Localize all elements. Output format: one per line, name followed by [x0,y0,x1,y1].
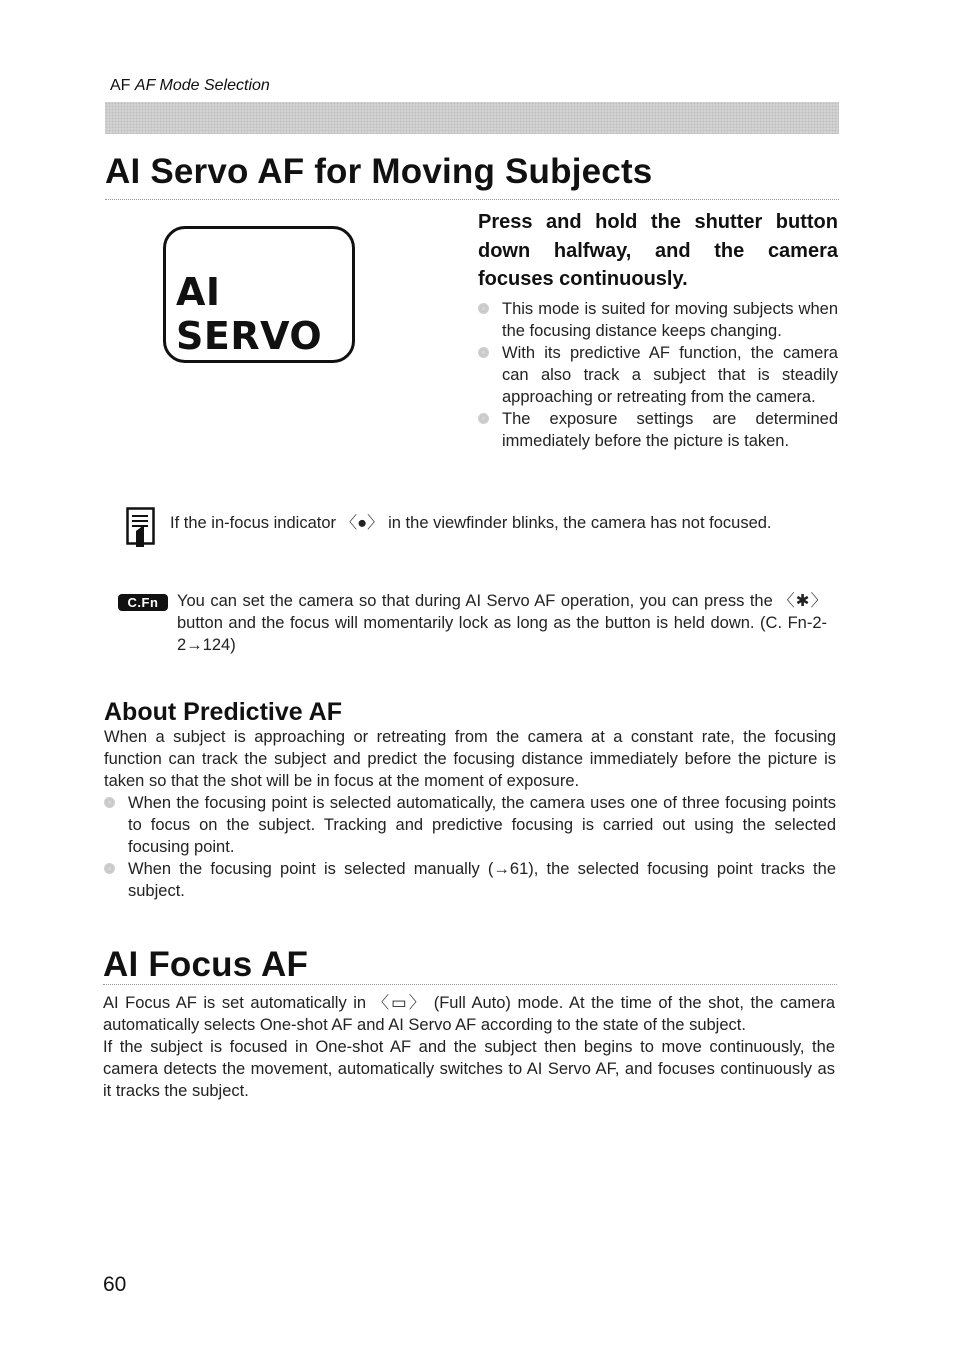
list-item [478,342,838,408]
list-item [478,298,838,342]
bullet-text: The exposure settings are determined immediately before the picture is taken. [502,410,838,450]
bullet-icon [478,413,489,424]
bullet-text: When the focusing point is selected automatically, the camera uses one of three focusing points to focus on the subject. Tracking and predictive focusing is carried out using the selected focusing point. [128,794,836,856]
servo-lead-instruction: Press and hold the shutter button down halfway, and the camera focuses continuously. [478,211,838,290]
custom-function-icon: C.Fn [118,594,168,611]
servo-bullet-list [478,298,838,452]
focus-paragraph-2: If the subject is focused in One-shot AF and the subject then begins to move continuously, the camera detects the movement, automatically switches to AI Servo AF, and focuses continuously as it tracks the subject. [103,1038,835,1100]
bullet-icon [478,303,489,314]
bullet-icon [104,863,115,874]
note-icon [126,507,156,547]
servo-title: AI Servo AF for Moving Subjects [105,152,653,191]
bullet-icon [104,797,115,808]
header-abbr: AF [110,77,131,94]
lcd-text: AI SERVO [176,270,323,358]
focus-title-rule [103,984,837,985]
custom-function-text: You can set the camera so that during AI Servo AF operation, you can press the 〈✱〉 button and the focus will momentarily lock as long as the button is held down. (C. Fn-2-2→124) [177,592,827,654]
predictive-bullet-list [104,792,836,902]
focus-paragraph-1: AI Focus AF is set automatically in 〈▭〉 (Full Auto) mode. At the time of the shot, the camera automatically selects One-shot AF and AI Servo AF according to the state of the subject. [103,994,835,1034]
bullet-text: This mode is suited for moving subjects when the focusing distance keeps changing. [502,300,838,340]
servo-title-rule [105,199,839,200]
page-number: 60 [103,1273,127,1296]
section-header [110,77,270,95]
header-section-title: AF Mode Selection [134,77,270,94]
focus-title: AI Focus AF [103,945,309,984]
bullet-text: With its predictive AF function, the camera can also track a subject that is steadily approaching or retreating from the camera. [502,344,838,406]
list-item [104,792,836,858]
predictive-heading: About Predictive AF [104,698,342,726]
note-text: If the in-focus indicator 〈●〉 in the viewfinder blinks, the camera has not focused. [170,514,772,532]
list-item [104,858,836,902]
bullet-text: When the focusing point is selected manually (→61), the selected focusing point tracks the subject. [128,860,836,900]
list-item [478,408,838,452]
header-bar [105,102,839,134]
predictive-intro: When a subject is approaching or retreating from the camera at a constant rate, the focusing function can track the subject and predict the focusing distance immediately before the picture is taken so that the shot will be in focus at the moment of exposure. [104,728,836,790]
bullet-icon [478,347,489,358]
lcd-display-illustration [163,226,355,363]
